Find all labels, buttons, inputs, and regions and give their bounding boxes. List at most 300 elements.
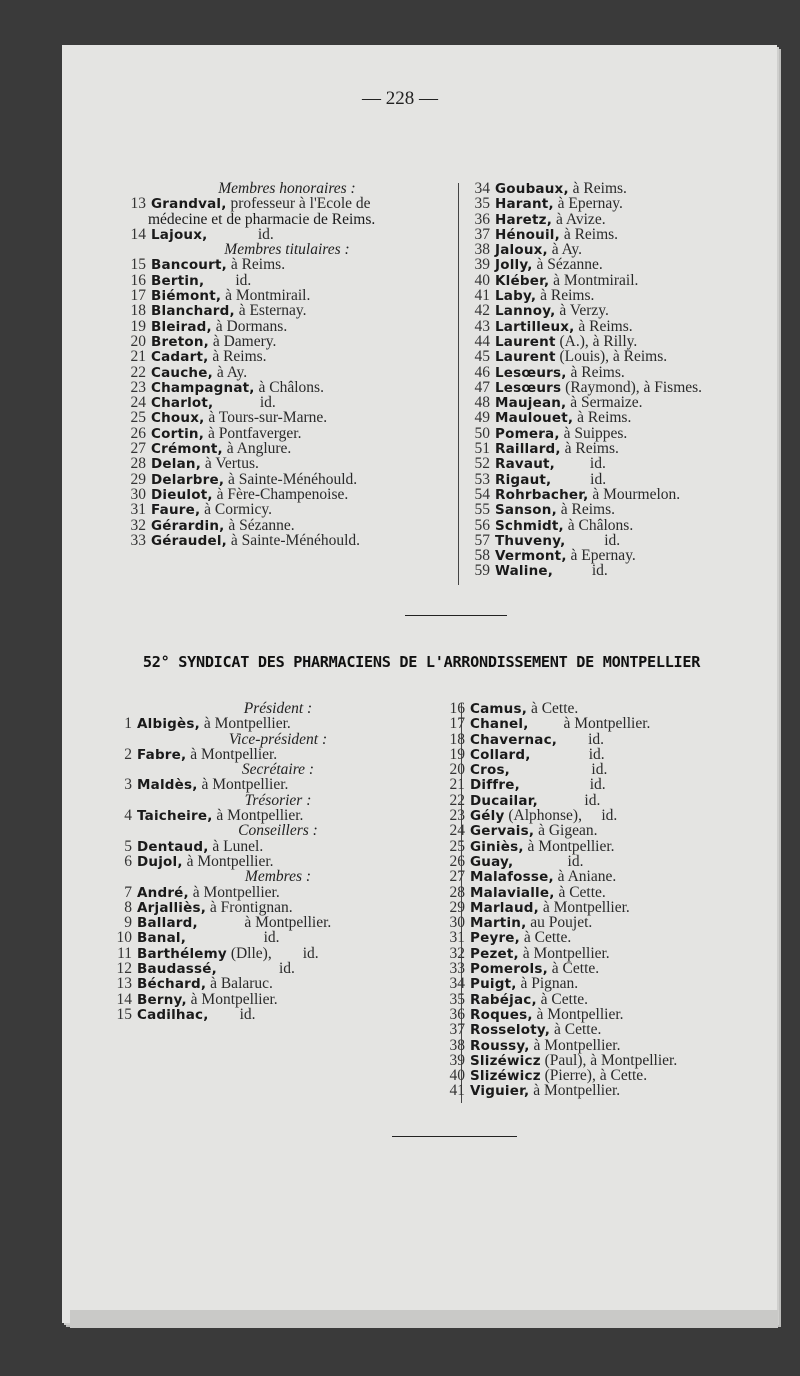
member-location: professeur à l'Ecole de: [226, 195, 371, 213]
member-name: Hénouil,: [495, 226, 560, 243]
entry-number: 33: [130, 531, 146, 549]
member-name: Raillard,: [495, 441, 561, 458]
entry-number: 35: [449, 990, 465, 1008]
member-name: Grandval,: [151, 196, 227, 213]
entry-number: 17: [130, 287, 146, 305]
member-location: (Pierre), à Cette.: [540, 1067, 648, 1085]
member-entry: [441, 823, 776, 838]
member-entry: [122, 502, 452, 517]
member-location: à Epernay.: [553, 195, 623, 213]
member-entry: [466, 319, 776, 334]
entry-number: 2: [124, 745, 132, 763]
member-name: Marlaud,: [470, 899, 539, 916]
member-location: à Balaruc.: [206, 975, 273, 993]
member-location: au Poujet.: [526, 914, 593, 932]
member-location: à Aniane.: [553, 868, 617, 886]
page-number: — 228 —: [362, 88, 438, 109]
member-location: à Reims.: [573, 409, 632, 427]
member-location: à Sainte-Ménéhould.: [227, 531, 361, 549]
member-entry: [108, 900, 448, 915]
entry-number: 13: [130, 195, 146, 213]
member-location: (A.), à Rilly.: [555, 332, 638, 350]
member-location: (Raymond), à Fismes.: [561, 378, 703, 396]
member-name: Roussy,: [470, 1037, 530, 1054]
member-entry: [122, 380, 452, 395]
page-bottom-edge: [70, 1310, 778, 1328]
member-location: à Tours-sur-Marne.: [204, 409, 328, 427]
member-name: Giniès,: [470, 838, 524, 855]
member-entry: [466, 288, 776, 303]
entry-number: 8: [124, 898, 132, 916]
member-name: Ducailar,: [470, 792, 538, 809]
entry-number: 28: [130, 455, 146, 473]
member-location: à Lunel.: [208, 837, 264, 855]
member-location: à Montpellier.: [182, 852, 274, 870]
member-entry: [441, 1068, 776, 1083]
member-entry: [466, 181, 776, 196]
member-location: id.: [565, 531, 621, 549]
member-location: à Cette.: [527, 700, 579, 717]
entry-number: 43: [474, 317, 490, 335]
member-name: Barthélemy: [137, 945, 227, 962]
member-location: à Fère-Champenoise.: [212, 485, 349, 503]
member-location: à Montpellier.: [532, 1005, 624, 1023]
member-name: Gérardin,: [151, 517, 225, 534]
entry-number: 37: [474, 225, 490, 243]
entry-number: 31: [449, 929, 465, 947]
member-name: Bleirad,: [151, 318, 212, 335]
member-name: Gély: [470, 808, 505, 825]
section-heading: Conseillers :: [238, 822, 318, 840]
entry-number: 9: [124, 914, 132, 932]
member-location: à Pignan.: [516, 975, 579, 993]
member-name: Cadart,: [151, 349, 209, 366]
member-location: à Pontfaverger.: [204, 424, 302, 442]
entry-number: 13: [116, 975, 132, 993]
member-entry: [108, 961, 448, 976]
member-name: Charlot,: [151, 395, 214, 412]
entry-number: 23: [130, 378, 146, 396]
entry-continuation: médecine et de pharmacie de Reims.: [148, 210, 376, 228]
member-entry: [441, 854, 776, 869]
entry-number: 56: [474, 516, 490, 534]
member-location: à Châlons.: [254, 378, 324, 396]
entry-number: 17: [449, 715, 465, 733]
entry-number: 47: [474, 378, 490, 396]
member-location: id.: [186, 929, 280, 947]
member-entry: [441, 762, 776, 777]
member-name: Jaloux,: [495, 242, 548, 259]
member-location: à Frontignan.: [206, 898, 293, 916]
member-name: Lesœurs,: [495, 364, 567, 381]
entry-number: 44: [474, 332, 490, 350]
member-location: à Reims.: [566, 363, 625, 381]
section1-end-rule: [405, 615, 507, 616]
member-name: Puigt,: [470, 976, 517, 993]
member-location: id.: [555, 455, 606, 473]
member-entry: [441, 747, 776, 762]
member-entry: [441, 839, 776, 854]
member-entry: [466, 365, 776, 380]
entry-number: 37: [449, 1021, 465, 1039]
member-entry: [466, 502, 776, 517]
member-name: Slizéwicz: [470, 1052, 541, 1069]
member-name: Laby,: [495, 288, 537, 305]
member-entry: [466, 472, 776, 487]
entry-number: 27: [130, 440, 146, 458]
member-entry: [122, 273, 452, 288]
member-name: Laurent: [495, 333, 556, 350]
member-entry: [441, 793, 776, 808]
entry-number: 7: [124, 883, 132, 901]
member-name: Taicheire,: [137, 808, 213, 825]
member-name: Maulouet,: [495, 410, 574, 427]
entry-number: 41: [449, 1082, 465, 1100]
entry-number: 19: [449, 745, 465, 763]
member-entry: [441, 885, 776, 900]
member-name: Cros,: [470, 762, 511, 779]
member-name: Malavialle,: [470, 884, 555, 901]
member-entry: [441, 1083, 776, 1098]
member-location: à Reims.: [556, 501, 616, 519]
member-name: Jolly,: [495, 257, 533, 274]
member-name: André,: [137, 884, 189, 901]
member-entry: [108, 839, 448, 854]
member-name: Ballard,: [137, 915, 198, 932]
entry-number: 31: [130, 501, 146, 519]
member-location: à Reims.: [568, 180, 627, 197]
member-name: Haretz,: [495, 211, 553, 228]
member-location: id.: [513, 852, 584, 870]
member-name: Lartilleux,: [495, 318, 575, 335]
member-entry: [108, 1007, 448, 1022]
member-location: (Louis), à Reims.: [555, 348, 668, 366]
member-name: Thuveny,: [495, 532, 566, 549]
entry-number: 25: [130, 409, 146, 427]
entry-number: 38: [449, 1036, 465, 1054]
member-entry: [466, 533, 776, 548]
member-entry: [108, 808, 448, 823]
member-location: à Reims.: [208, 348, 267, 366]
entry-number: 16: [449, 700, 465, 717]
entry-number: 20: [130, 332, 146, 350]
section2-title: 52° SYNDICAT DES PHARMACIENS DE L'ARRONDISSEMENT DE MONTPELLIER: [142, 653, 701, 671]
member-location: à Cette.: [550, 1021, 602, 1039]
entry-number: 36: [474, 210, 490, 228]
member-name: Rigaut,: [495, 471, 552, 488]
entry-number: 35: [474, 195, 490, 213]
member-name: Malafosse,: [470, 869, 554, 886]
member-entry: [122, 319, 452, 334]
member-name: Banal,: [137, 930, 187, 947]
entry-number: 32: [130, 516, 146, 534]
member-location: id.: [510, 761, 608, 779]
entry-number: 40: [449, 1067, 465, 1085]
member-name: Pomerols,: [470, 961, 548, 978]
entry-number: 14: [116, 990, 132, 1008]
member-entry: [122, 365, 452, 380]
member-entry: [466, 227, 776, 242]
entry-number: 4: [124, 807, 132, 825]
member-location: id.: [537, 791, 601, 809]
member-entry: [122, 395, 452, 410]
entry-number: 55: [474, 501, 490, 519]
member-name: Lannoy,: [495, 303, 556, 320]
member-name: Vermont,: [495, 548, 567, 565]
entry-number: 23: [449, 807, 465, 825]
member-entry: [441, 701, 776, 716]
member-location: à Gigean.: [534, 822, 598, 840]
entry-number: 33: [449, 960, 465, 978]
member-name: Gervais,: [470, 823, 535, 840]
member-location: id.: [553, 562, 608, 580]
member-location: à Reims.: [536, 287, 595, 305]
member-entry: [441, 716, 776, 731]
member-name: Champagnat,: [151, 379, 255, 396]
member-name: Ravaut,: [495, 456, 556, 473]
member-location: à Cette.: [520, 929, 572, 947]
member-entry: [441, 1038, 776, 1053]
section-heading: Membres :: [244, 868, 312, 886]
member-name: Harant,: [495, 196, 554, 213]
member-entry: [441, 1007, 776, 1022]
member-location: à Anglure.: [222, 440, 292, 458]
entry-number: 40: [474, 271, 490, 289]
entry-number: 18: [449, 730, 465, 748]
member-entry: [122, 426, 452, 441]
member-name: Lesœurs: [495, 379, 562, 396]
member-name: Martin,: [470, 915, 527, 932]
entry-number: 1: [124, 715, 132, 733]
member-entry: [466, 548, 776, 563]
member-entry: [441, 808, 776, 823]
member-location: à Epernay.: [566, 547, 636, 565]
member-name: Arjalliès,: [137, 899, 207, 916]
member-name: Maldès,: [137, 777, 198, 794]
member-entry: [466, 273, 776, 288]
entry-number: 29: [130, 470, 146, 488]
member-entry: [108, 946, 448, 961]
member-name: Slizéwicz: [470, 1068, 541, 1085]
member-entry: [466, 212, 776, 227]
member-location: à Montpellier.: [186, 745, 278, 763]
member-entry: [122, 349, 452, 364]
member-entry: [108, 716, 448, 731]
member-location: à Montpellier.: [212, 807, 304, 825]
entry-number: 50: [474, 424, 490, 442]
entry-number: 24: [130, 394, 146, 412]
member-entry: [466, 518, 776, 533]
member-name: Camus,: [470, 701, 528, 717]
member-name: Diffre,: [470, 777, 520, 794]
member-name: Béchard,: [137, 976, 207, 993]
member-entry: [122, 518, 452, 533]
member-location: id.: [216, 960, 295, 978]
entry-number: 57: [474, 531, 490, 549]
member-location: à Montpellier.: [188, 883, 280, 901]
member-entry: [441, 930, 776, 945]
entry-number: 41: [474, 287, 490, 305]
member-entry: [108, 854, 448, 869]
section-heading: Vice-président :: [228, 730, 328, 748]
entry-number: 49: [474, 409, 490, 427]
member-location: à Châlons.: [563, 516, 634, 534]
member-location: à Montmirail.: [549, 271, 639, 289]
entry-number: 28: [449, 883, 465, 901]
member-name: Laurent: [495, 349, 556, 366]
entry-number: 26: [449, 852, 465, 870]
member-location: à Montpellier.: [529, 1082, 621, 1100]
entry-number: 27: [449, 868, 465, 886]
member-location: à Cette.: [536, 990, 589, 1008]
member-entry: [466, 242, 776, 257]
entry-number: 5: [124, 837, 132, 855]
entry-number: 39: [474, 256, 490, 274]
member-entry: [441, 1022, 776, 1037]
member-entry: [466, 426, 776, 441]
member-entry: [122, 410, 452, 425]
member-name: Rabéjac,: [470, 991, 537, 1008]
member-name: Delan,: [151, 456, 202, 473]
member-location: id.: [557, 730, 605, 748]
member-location: à Esternay.: [234, 302, 307, 320]
entry-number: 21: [449, 776, 465, 794]
entry-number: 11: [117, 944, 132, 962]
member-location: à Montpellier.: [538, 898, 630, 916]
member-name: Waline,: [495, 563, 554, 580]
entry-number: 58: [474, 547, 490, 565]
entry-number: 32: [449, 944, 465, 962]
entry-number: 26: [130, 424, 146, 442]
member-entry: [122, 334, 452, 349]
entry-number: 34: [449, 975, 465, 993]
member-name: Dujol,: [137, 853, 183, 870]
member-entry: [441, 961, 776, 976]
member-entry: [108, 777, 448, 792]
entry-number: 18: [130, 302, 146, 320]
member-location: (Dlle), id.: [226, 944, 319, 962]
member-location: à Cette.: [554, 883, 606, 901]
member-name: Géraudel,: [151, 532, 227, 549]
entry-number: 39: [449, 1051, 465, 1069]
section2-end-rule: [392, 1136, 517, 1137]
section-heading: Membres titulaires :: [224, 241, 350, 259]
member-entry: [122, 472, 452, 487]
section-heading: Secrétaire :: [241, 761, 315, 779]
member-name: Chavernac,: [470, 731, 558, 748]
member-entry: [466, 257, 776, 272]
entry-number: 15: [130, 256, 146, 274]
section-heading: Trésorier :: [244, 791, 312, 809]
member-location: (Paul), à Montpellier.: [540, 1051, 678, 1069]
member-name: Biémont,: [151, 288, 222, 305]
entry-number: 14: [130, 225, 146, 243]
entry-number: 16: [130, 271, 146, 289]
member-entry: [122, 196, 452, 211]
entry-number: 29: [449, 898, 465, 916]
entry-number: 54: [474, 485, 490, 503]
entry-number: 15: [116, 1005, 132, 1023]
member-location: à Reims.: [559, 225, 619, 243]
member-name: Rohrbacher,: [495, 486, 589, 503]
member-entry: [466, 563, 776, 578]
member-location: à Sézanne.: [224, 516, 295, 534]
entry-number: 3: [124, 776, 132, 794]
member-name: Roques,: [470, 1006, 533, 1023]
section-heading: Président :: [243, 700, 313, 717]
member-location: id.: [208, 1005, 256, 1023]
member-entry: [441, 869, 776, 884]
member-location: id.: [207, 225, 274, 243]
entry-number: 51: [474, 440, 490, 458]
member-entry: [441, 976, 776, 991]
member-entry: [466, 487, 776, 502]
member-name: Chanel,: [470, 716, 529, 733]
member-location: id.: [204, 271, 252, 289]
section2-left-column: [108, 701, 448, 1022]
member-location: à Avize.: [552, 210, 606, 228]
entry-number: 38: [474, 241, 490, 259]
entry-number: 36: [449, 1005, 465, 1023]
member-location: à Suippes.: [559, 424, 628, 442]
member-location: à Sézanne.: [532, 256, 603, 274]
member-name: Lajoux,: [151, 226, 208, 243]
entry-number: 52: [474, 455, 490, 473]
member-name: Rosseloty,: [470, 1022, 551, 1039]
section1-right-column: [466, 181, 776, 579]
section-heading: Membres honoraires :: [218, 180, 356, 197]
member-name: Albigès,: [137, 716, 200, 733]
member-entry: [122, 456, 452, 471]
member-entry: [441, 915, 776, 930]
member-entry: [466, 441, 776, 456]
member-entry: [441, 1053, 776, 1068]
member-location: à Mourmelon.: [588, 485, 681, 503]
member-location: à Reims.: [226, 256, 286, 274]
entry-number: 22: [130, 363, 146, 381]
member-name: Cortin,: [151, 425, 205, 442]
entry-number: 46: [474, 363, 490, 381]
member-entry: [466, 349, 776, 364]
member-location: à Sainte-Ménéhould.: [224, 470, 358, 488]
member-location: à Cormicy.: [200, 501, 273, 519]
member-name: Dentaud,: [137, 838, 209, 855]
member-entry: [108, 976, 448, 991]
member-name: Schmidt,: [495, 517, 564, 534]
entry-number: 22: [449, 791, 465, 809]
member-location: à Montmirail.: [221, 287, 311, 305]
member-name: Blanchard,: [151, 303, 235, 320]
member-name: Fabre,: [137, 746, 187, 763]
member-entry: [466, 303, 776, 318]
member-location: à Ay.: [547, 241, 583, 259]
member-location: id.: [519, 776, 606, 794]
member-name: Berny,: [137, 991, 187, 1008]
member-entry: [441, 900, 776, 915]
entry-number: 42: [474, 302, 490, 320]
member-entry: [441, 732, 776, 747]
section1-column-divider: [458, 183, 459, 585]
member-location: à Reims.: [560, 440, 619, 458]
member-name: Collard,: [470, 746, 531, 763]
entry-number: 48: [474, 394, 490, 412]
member-entry: [466, 334, 776, 349]
entry-number: 12: [116, 960, 132, 978]
member-location: à Damery.: [208, 332, 277, 350]
member-name: Guay,: [470, 853, 514, 870]
entry-number: 30: [130, 485, 146, 503]
member-entry: [122, 257, 452, 272]
